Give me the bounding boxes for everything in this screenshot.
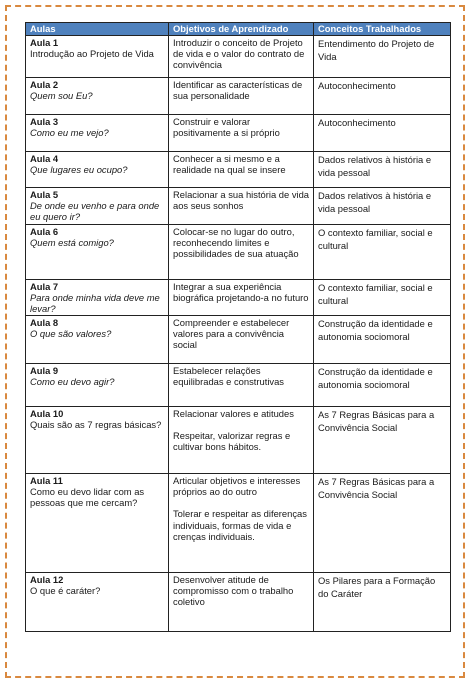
concept-text: Dados relativos à história e vida pessoal xyxy=(318,190,432,214)
lesson-title: Quem sou Eu? xyxy=(30,90,93,102)
header-aulas: Aulas xyxy=(26,23,169,36)
objective-cell xyxy=(169,316,314,364)
lesson-cell xyxy=(26,316,169,364)
concept-text: Autoconhecimento xyxy=(318,117,396,128)
lesson-number: Aula 1 xyxy=(30,37,59,48)
concept-text: Construção da identidade e autonomia sociomoral xyxy=(318,318,433,342)
objective-text: Integrar a sua experiência biográfica projetando-a no futuro xyxy=(173,281,309,304)
concept-text: As 7 Regras Básicas para a Convivência Social xyxy=(318,476,435,500)
concept-cell xyxy=(314,225,451,280)
lesson-number: Aula 7 xyxy=(30,281,59,292)
concept-cell xyxy=(314,152,451,188)
objective-cell xyxy=(169,280,314,316)
lesson-cell xyxy=(26,188,169,225)
objective-cell xyxy=(169,364,314,407)
objective-cell xyxy=(169,152,314,188)
lesson-number: Aula 4 xyxy=(30,153,59,164)
objective-text: Desenvolver atitude de compromisso com o trabalho coletivo xyxy=(173,574,294,608)
concept-cell xyxy=(314,316,451,364)
lesson-number: Aula 2 xyxy=(30,79,59,90)
lesson-cell xyxy=(26,407,169,474)
objective-text: Relacionar valores e atitudes xyxy=(173,408,294,419)
lesson-cell xyxy=(26,36,169,78)
header-objetivos: Objetivos de Aprendizado xyxy=(169,23,314,36)
objective-cell xyxy=(169,474,314,573)
objective-text: Respeitar, valorizar regras e cultivar bons hábitos. xyxy=(173,430,291,453)
concept-cell xyxy=(314,280,451,316)
objective-cell xyxy=(169,78,314,115)
lesson-title: O que é caráter? xyxy=(30,585,101,597)
concept-text: O contexto familiar, social e cultural xyxy=(318,227,433,251)
lesson-number: Aula 9 xyxy=(30,365,59,376)
concept-text: Os Pilares para a Formação do Caráter xyxy=(318,575,436,599)
table-row xyxy=(26,225,451,280)
objective-cell xyxy=(169,188,314,225)
lesson-cell xyxy=(26,474,169,573)
concept-cell xyxy=(314,364,451,407)
objective-text: Introduzir o conceito de Projeto de vida e o valor do contrato de convivência xyxy=(173,37,305,71)
objective-cell xyxy=(169,225,314,280)
lesson-plan-table xyxy=(25,22,451,632)
lesson-cell xyxy=(26,364,169,407)
lesson-number: Aula 10 xyxy=(30,408,64,419)
concept-text: As 7 Regras Básicas para a Convivência Social xyxy=(318,409,435,433)
lesson-cell xyxy=(26,78,169,115)
lesson-number: Aula 8 xyxy=(30,317,59,328)
table-row xyxy=(26,573,451,632)
concept-cell xyxy=(314,115,451,152)
lesson-number: Aula 12 xyxy=(30,574,64,585)
objective-cell xyxy=(169,115,314,152)
objective-cell xyxy=(169,407,314,474)
concept-text: Dados relativos à história e vida pessoal xyxy=(318,154,432,178)
table-row xyxy=(26,364,451,407)
objective-cell xyxy=(169,573,314,632)
objective-text: Identificar as características de sua personalidade xyxy=(173,79,303,102)
concept-text: Entendimento do Projeto de Vida xyxy=(318,38,435,62)
objective-text: Compreender e estabelecer valores para a convivência social xyxy=(173,317,290,351)
lesson-cell xyxy=(26,115,169,152)
objective-text: Articular objetivos e interesses próprios ao do outro xyxy=(173,475,301,498)
concept-text: O contexto familiar, social e cultural xyxy=(318,282,433,306)
table-row xyxy=(26,78,451,115)
lesson-title: Como eu devo lidar com as pessoas que me cercam? xyxy=(30,486,145,509)
lesson-title: De onde eu venho e para onde eu quero ir? xyxy=(30,200,160,223)
lesson-title: Quais são as 7 regras básicas? xyxy=(30,419,162,431)
concept-text: Construção da identidade e autonomia sociomoral xyxy=(318,366,433,390)
lesson-number: Aula 6 xyxy=(30,226,59,237)
lesson-title: Como eu me vejo? xyxy=(30,127,109,139)
table-row xyxy=(26,188,451,225)
concept-cell xyxy=(314,78,451,115)
table-row xyxy=(26,407,451,474)
lesson-title: O que são valores? xyxy=(30,328,112,340)
table-row xyxy=(26,152,451,188)
table-row xyxy=(26,474,451,573)
table-row xyxy=(26,316,451,364)
concept-text: Autoconhecimento xyxy=(318,80,396,91)
objective-text: Construir e valorar positivamente a si próprio xyxy=(173,116,280,139)
lesson-number: Aula 3 xyxy=(30,116,59,127)
lesson-title: Como eu devo agir? xyxy=(30,376,115,388)
objective-text: Conhecer a si mesmo e a realidade na qual se insere xyxy=(173,153,286,176)
concept-cell xyxy=(314,407,451,474)
lesson-number: Aula 5 xyxy=(30,189,59,200)
concept-cell xyxy=(314,188,451,225)
header-conceitos: Conceitos Trabalhados xyxy=(314,23,451,36)
objective-text: Tolerar e respeitar as diferenças individuais, formas de vida e crenças individuais. xyxy=(173,508,307,542)
table-row xyxy=(26,280,451,316)
objective-text: Colocar-se no lugar do outro, reconhecendo limites e possibilidades de sua atuação xyxy=(173,226,299,260)
lesson-cell xyxy=(26,573,169,632)
concept-cell xyxy=(314,474,451,573)
lesson-title: Quem está comigo? xyxy=(30,237,114,249)
concept-cell xyxy=(314,36,451,78)
objective-cell xyxy=(169,36,314,78)
lesson-cell xyxy=(26,280,169,316)
concept-cell xyxy=(314,573,451,632)
table-row xyxy=(26,115,451,152)
table-header-row xyxy=(26,23,451,36)
objective-text: Estabelecer relações equilibradas e construtivas xyxy=(173,365,284,388)
lesson-cell xyxy=(26,225,169,280)
objective-text: Relacionar a sua história de vida aos seus sonhos xyxy=(173,189,310,212)
lesson-title: Que lugares eu ocupo? xyxy=(30,164,128,176)
lesson-number: Aula 11 xyxy=(30,475,63,486)
table-row xyxy=(26,36,451,78)
lesson-cell xyxy=(26,152,169,188)
lesson-title: Introdução ao Projeto de Vida xyxy=(30,48,154,60)
lesson-title: Para onde minha vida deve me levar? xyxy=(30,292,160,315)
